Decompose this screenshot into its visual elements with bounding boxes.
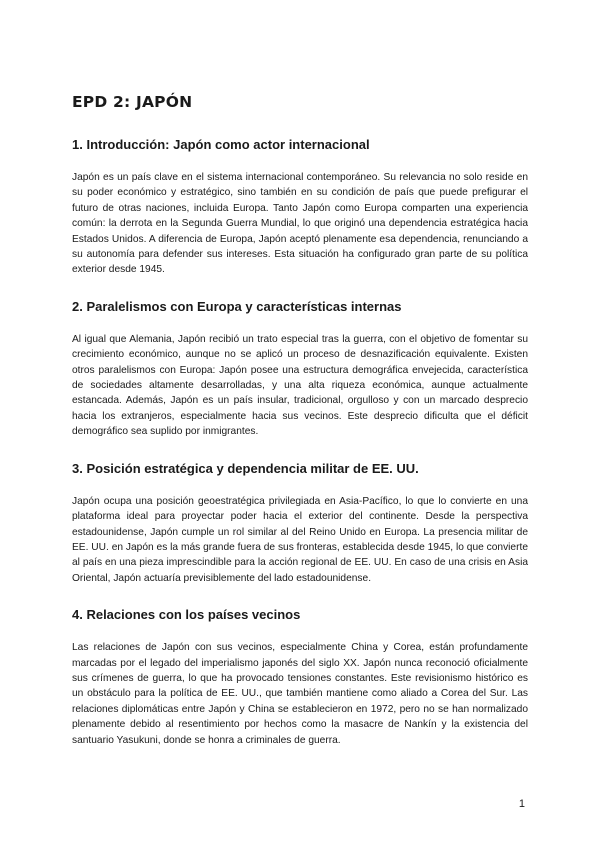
section-heading: 3. Posición estratégica y dependencia militar de EE. UU. [72,460,419,476]
section-heading: 1. Introducción: Japón como actor internacional [72,137,370,152]
document-title: EPD 2: JAPÓN [72,93,193,111]
section-heading: 2. Paralelismos con Europa y características internas [72,298,402,314]
section-paralelismos [72,298,528,440]
section-paragraph: Japón ocupa una posición geoestratégica privilegiada en Asia-Pacífico, lo que lo convierte en una plataforma ideal para proyectar poder hacia el exterior del continente. Desde la perspectiva estadounidense, Japón cumple un rol similar al del Reino Unido en Europa. La presencia militar de EE. UU. en Japón es la más grande fuera de sus fronteras, establecida desde 1945, lo que convierte al país en una pieza imprescindible para la acción regional de EE. UU. En caso de una crisis en Asia Oriental, Japón actuaría previsiblemente del lado estadounidense. [72,495,528,584]
section-posicion-estrategica [72,460,528,586]
section-paragraph: Al igual que Alemania, Japón recibió un trato especial tras la guerra, con el objetivo de fomentar su crecimiento económico, aunque no se aplicó un proceso de desnazificación equivalente. Existen otros paralelismos con Europa: Japón posee una estructura demográfica envejecida, característica de sociedades altamente desarrolladas, y una alta riqueza económica, aunque actualmente estancada. Además, Japón es un país insular, tradicional, orgulloso y con un marcado desprecio hacia los extranjeros, especialmente hacia sus vecinos. Este desprecio dificulta que el déficit demográfico sea suplido por inmigrantes. [72,333,528,438]
section-heading: 4. Relaciones con los países vecinos [72,607,301,623]
page-number: 1 [518,798,525,810]
section-paragraph: Japón es un país clave en el sistema internacional contemporáneo. Su relevancia no solo reside en su poder económico y estratégico, sino también en su condición de país que puede prefigurar el futuro de otras naciones, incluida Europa. Tanto Japón como Europa comparten una experiencia común: la derrota en la Segunda Guerra Mundial, lo que originó una dependencia estratégica hacia Estados Unidos. A diferencia de Europa, Japón aceptó plenamente esa dependencia, renunciando a su autonomía para defender sus intereses. Esta situación ha configurado gran parte de su política exterior desde 1945. [72,172,528,276]
section-paragraph: Las relaciones de Japón con sus vecinos, especialmente China y Corea, están profundamente marcadas por el legado del imperialismo japonés del siglo XX. Japón nunca reconoció oficialmente sus crímenes de guerra, lo que ha provocado tensiones constantes. Este revisionismo histórico es un obstáculo para la política de EE. UU., que también mantiene como aliado a Corea del Sur. Las relaciones diplomáticas entre Japón y China se establecieron en 1972, pero no se han normalizado plenamente debido al resentimiento por hechos como la masacre de Nankín y la existencia del santuario Yasukuni, donde se honra a criminales de guerra. [72,642,528,746]
section-introduccion [72,136,528,278]
document-page [72,92,528,768]
section-relaciones-vecinos [72,606,528,748]
